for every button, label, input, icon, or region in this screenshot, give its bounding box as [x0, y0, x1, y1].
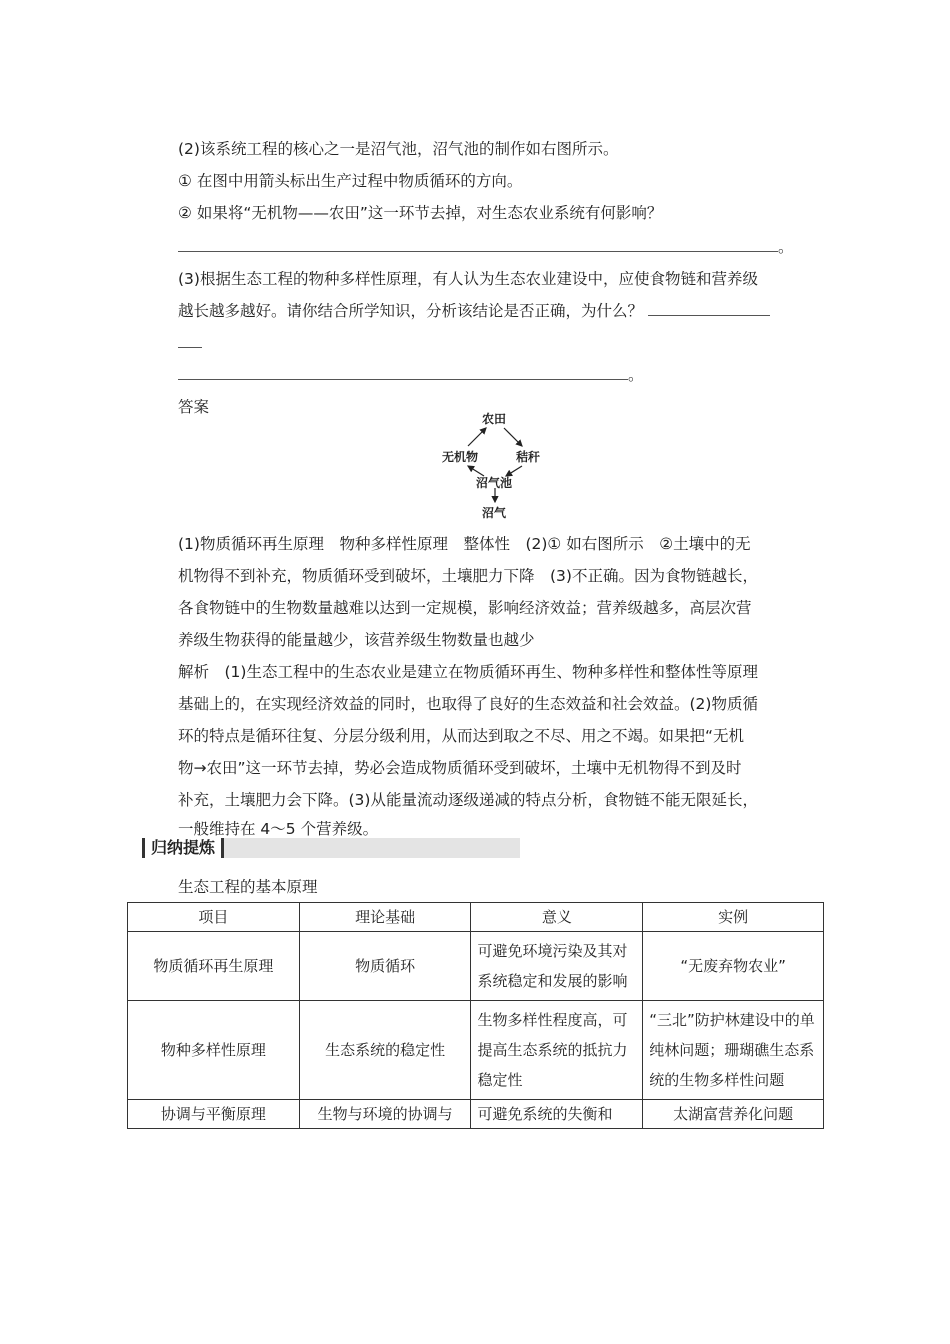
analysis-line-6: 一般维持在 4～5 个营养级。	[178, 820, 379, 838]
table-cell: 可避免环境污染及其对系统稳定和发展的影响	[471, 932, 643, 1001]
table-cell: 生物多样性程度高，可提高生态系统的抵抗力稳定性	[471, 1001, 643, 1100]
question-part3-line2-text: 越长越多越好。请你结合所学知识，分析该结论是否正确，为什么？	[178, 302, 644, 320]
answer-line-4: 养级生物获得的能量越少，该营养级生物数量也越少	[178, 631, 535, 649]
question-part2-intro: (2)该系统工程的核心之一是沼气池，沼气池的制作如右图所示。	[178, 140, 619, 158]
answer-line-3: 各食物链中的生物数量越难以达到一定规模，影响经济效益；营养级越多，高层次营	[178, 599, 752, 617]
table-cell: “三北”防护林建设中的单纯林问题；珊瑚礁生态系统的生物多样性问题	[643, 1001, 824, 1100]
table-cell: 可避免系统的失衡和	[471, 1100, 643, 1129]
answer-label: 答案	[178, 398, 210, 416]
analysis-line-1: 解析 (1)生态工程中的生态农业是建立在物质循环再生、物种多样性和整体性等原理	[178, 663, 758, 681]
period-mark: 。	[628, 366, 644, 384]
period-mark: 。	[778, 238, 794, 256]
diagram-node-biogas: 沼气	[482, 506, 507, 520]
table-row	[128, 1100, 824, 1129]
analysis-line-3: 环的特点是循环往复、分层分级利用，从而达到取之不尽、用之不竭。如果把“无机	[178, 727, 745, 745]
section-header-bar	[142, 838, 520, 858]
question-part3-line1: (3)根据生态工程的物种多样性原理，有人认为生态农业建设中，应使食物链和营养级	[178, 270, 758, 288]
answer-blank-1	[178, 236, 794, 258]
arrow-inorganic-to-farmland	[468, 428, 486, 446]
diagram-node-farmland: 农田	[482, 412, 507, 426]
table-header-cell: 实例	[643, 903, 824, 932]
analysis-line-4: 物→农田”这一环节去掉，势必会造成物质循环受到破坏，土壤中无机物得不到及时	[178, 759, 742, 777]
table-cell: 生物与环境的协调与	[299, 1100, 471, 1129]
table-header-cell: 项目	[128, 903, 300, 932]
diagram-node-inorganic: 无机物	[442, 450, 479, 464]
diagram-node-digester: 沼气池	[476, 476, 513, 490]
table-row	[128, 932, 824, 1001]
principles-table	[127, 902, 824, 1129]
table-cell: 物种多样性原理	[128, 1001, 300, 1100]
question-part2-q1: ① 在图中用箭头标出生产过程中物质循环的方向。	[178, 172, 523, 190]
section-title: 归纳提炼	[142, 838, 224, 858]
table-header-cell: 理论基础	[299, 903, 471, 932]
table-header-row	[128, 903, 824, 932]
question-part3-line2	[178, 300, 770, 322]
table-row	[128, 1001, 824, 1100]
answer-blank-2a	[178, 332, 202, 354]
table-caption: 生态工程的基本原理	[178, 878, 318, 896]
table-cell: 协调与平衡原理	[128, 1100, 300, 1129]
table-cell: 生态系统的稳定性	[299, 1001, 471, 1100]
answer-line-1: (1)物质循环再生原理 物种多样性原理 整体性 (2)① 如右图所示 ②土壤中的无	[178, 535, 751, 553]
question-part2-q2: ② 如果将“无机物——农田”这一环节去掉，对生态农业系统有何影响？	[178, 204, 663, 222]
material-cycle-diagram	[430, 408, 560, 520]
table-cell: “无废弃物农业”	[643, 932, 824, 1001]
analysis-line-5: 补充，土壤肥力会下降。(3)从能量流动逐级递减的特点分析，食物链不能无限延长，	[178, 791, 758, 809]
table-cell: 物质循环	[299, 932, 471, 1001]
analysis-line-2: 基础上的，在实现经济效益的同时，也取得了良好的生态效益和社会效益。(2)物质循	[178, 695, 758, 713]
table-cell: 物质循环再生原理	[128, 932, 300, 1001]
answer-line-2: 机物得不到补充，物质循环受到破坏，土壤肥力下降 (3)不正确。因为食物链越长，	[178, 567, 758, 585]
diagram-node-straw: 秸秆	[516, 450, 541, 464]
arrow-farmland-to-straw	[504, 428, 522, 446]
answer-blank-2b	[178, 364, 644, 386]
table-cell: 太湖富营养化问题	[643, 1100, 824, 1129]
table-header-cell: 意义	[471, 903, 643, 932]
